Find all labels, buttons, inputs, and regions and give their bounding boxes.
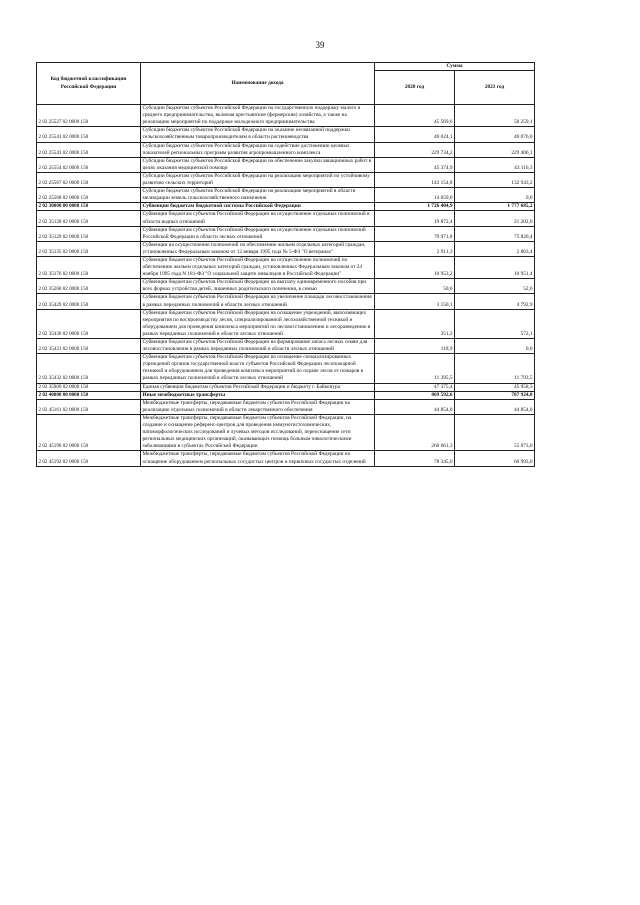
row-code: 2 02 35135 02 0000 150 [37, 241, 141, 256]
row-name: Субвенции бюджетам субъектов Российской Федерации на формирование запаса лесных семян для лесовосстановления в рамках переданных полномочий в области лесных отношений [141, 339, 375, 354]
table-row [37, 294, 535, 309]
row-value-2020: 869 592,6 [375, 391, 455, 399]
row-value-2020: 1 726 404,9 [375, 203, 455, 211]
row-name: Межбюджетные трансферты, передаваемые бюджетам субъектов Российской Федерации на оснащение оборудованием региональных сосудистых центров и первичных сосудистых отделений [141, 451, 375, 466]
header-year-2020: 2020 год [375, 71, 455, 105]
table-row [37, 399, 535, 414]
row-value-2020: 50,6 [375, 279, 455, 294]
row-value-2020: 351,2 [375, 309, 455, 338]
row-value-2020: 19 872,4 [375, 211, 455, 226]
row-value-2020: 118,9 [375, 339, 455, 354]
row-name: Субсидии бюджетам субъектов Российской Федерации на реализацию мероприятий по устойчивому развитию сельских территорий [141, 172, 375, 187]
row-name: Субвенции бюджетам субъектов Российской Федерации на осуществление отдельных полномочий Российской Федерации в области лесных отношений [141, 226, 375, 241]
row-value-2021: 43 116,3 [455, 157, 535, 172]
row-name: Межбюджетные трансферты, передаваемые бюджетам субъектов Российской Федерации, на создание и оснащение референс-центров для проведения иммуногистохимических, патоморфологических исследований и лучевых методов исследований, переоснащение сети региональных медицинских организаций, оказывающих помощь больным онкологическими заболеваниями в субъектах Российской Федерации [141, 414, 375, 450]
row-value-2020: 44 854,0 [375, 399, 455, 414]
row-value-2020: 260 661,3 [375, 414, 455, 450]
row-code: 2 02 45190 02 0000 150 [37, 414, 141, 450]
row-code: 2 02 35429 02 0000 150 [37, 294, 141, 309]
row-code: 2 02 30000 00 0000 150 [37, 203, 141, 211]
row-value-2020: 229 734,2 [375, 142, 455, 157]
row-value-2021: 40 076,0 [455, 127, 535, 142]
table-row [37, 211, 535, 226]
row-value-2021: 572,1 [455, 309, 535, 338]
table-row [37, 157, 535, 172]
row-code: 2 02 45192 02 0000 150 [37, 451, 141, 466]
table-row [37, 241, 535, 256]
table-row [37, 383, 535, 391]
row-value-2021: 21 202,0 [455, 211, 535, 226]
row-value-2020: 79 971,8 [375, 226, 455, 241]
table-row [37, 339, 535, 354]
row-code: 2 02 25568 02 0000 150 [37, 188, 141, 203]
table-row [37, 451, 535, 466]
row-value-2021: 50 259,1 [455, 105, 535, 127]
row-value-2020: 14 059,0 [375, 188, 455, 203]
row-code: 2 02 35430 02 0000 150 [37, 309, 141, 338]
row-value-2021: 787 924,8 [455, 391, 535, 399]
header-name: Наименование дохода [141, 63, 375, 105]
row-value-2020: 40 024,1 [375, 127, 455, 142]
row-value-2020: 78 345,0 [375, 451, 455, 466]
row-name: Межбюджетные трансферты, передаваемые бюджетам субъектов Российской Федерации на реализацию отдельных полномочий в области лекарственного обеспечения [141, 399, 375, 414]
row-value-2021: 75 820,4 [455, 226, 535, 241]
row-name: Субсидии бюджетам субъектов Российской Федерации на государственную поддержку малого и среднего предпринимательства, включая крестьянские (фермерские) хозяйства, а также на реализацию мероприятий по поддержке молодежного предпринимательства [141, 105, 375, 127]
row-code: 2 02 40000 00 0000 150 [37, 391, 141, 399]
row-code: 2 02 35900 02 0000 150 [37, 383, 141, 391]
header-year-2021: 2021 год [455, 71, 535, 105]
row-name: Субсидии бюджетам субъектов Российской Федерации на реализацию мероприятий в области мелиорации земель сельскохозяйственного назначения [141, 188, 375, 203]
row-name: Субвенции бюджетам бюджетной системы Российской Федерации [141, 203, 375, 211]
row-code: 2 02 25527 02 0000 150 [37, 105, 141, 127]
row-value-2020: 143 154,8 [375, 172, 455, 187]
table-row [37, 203, 535, 211]
row-code: 2 02 35431 02 0000 150 [37, 339, 141, 354]
row-value-2020: 2 911,3 [375, 241, 455, 256]
row-name: Субвенции на осуществление полномочий по обеспечению жильем отдельных категорий граждан, установленных Федеральным законом от 12 января 1995 года № 5-ФЗ "О ветеранах" [141, 241, 375, 256]
row-value-2021: 11 793,5 [455, 354, 535, 383]
table-row [37, 279, 535, 294]
table-row [37, 226, 535, 241]
row-value-2021: 45 958,3 [455, 383, 535, 391]
row-value-2021: 52,6 [455, 279, 535, 294]
row-value-2020: 11 395,5 [375, 354, 455, 383]
row-value-2021: 2 863,4 [455, 241, 535, 256]
row-name: Субвенции бюджетам субъектов Российской Федерации на оснащение учреждений, выполняющих мероприятия по воспроизводству лесов, специализированной лесохозяйственной техникой и оборудованием для проведения комплекса мероприятий по лесовосстановлению и лесоразведению в рамках переданных полномочий в области лесных отношений [141, 309, 375, 338]
row-code: 2 02 25543 02 0000 150 [37, 142, 141, 157]
row-name: Субвенции бюджетам субъектов Российской Федерации на увеличение площади лесовосстановления в рамках переданных полномочий в области лесных отношений [141, 294, 375, 309]
row-value-2021: 0,0 [455, 339, 535, 354]
table-row [37, 309, 535, 338]
row-code: 2 02 35260 02 0000 150 [37, 279, 141, 294]
income-table [36, 62, 535, 467]
table-row [37, 414, 535, 450]
row-code: 2 02 25541 02 0000 150 [37, 127, 141, 142]
row-value-2021: 132 943,2 [455, 172, 535, 187]
row-value-2020: 10 953,2 [375, 256, 455, 278]
page-number: 39 [315, 40, 325, 50]
row-name: Субвенции бюджетам субъектов Российской Федерации на оснащение специализированных учреждений органов государственной власти субъектов Российской Федерации лесопожарной техникой и оборудованием для проведения комплекса мероприятий по охране лесов от пожаров в рамках переданных полномочий в области лесных отношений [141, 354, 375, 383]
header-sum: Сумма [375, 63, 535, 71]
row-name: Субсидии бюджетам субъектов Российской Федерации на содействие достижению целевых показателей региональных программ развития агропромышленного комплекса [141, 142, 375, 157]
row-value-2021: 55 073,0 [455, 414, 535, 450]
row-code: 2 02 45161 02 0000 150 [37, 399, 141, 414]
row-value-2021: 4 792,9 [455, 294, 535, 309]
row-value-2021: 44 854,0 [455, 399, 535, 414]
row-code: 2 02 35432 02 0000 150 [37, 354, 141, 383]
row-name: Субсидии бюджетам субъектов Российской Федерации на оказание несвязанной поддержки сельскохозяйственным товаропроизводителям в области растениеводства [141, 127, 375, 142]
row-value-2021: 1 777 685,2 [455, 203, 535, 211]
row-value-2021: 10 951,4 [455, 256, 535, 278]
table-row [37, 105, 535, 127]
row-code: 2 02 35128 02 0000 150 [37, 211, 141, 226]
row-name: Единая субвенция бюджетам субъектов Российской Федерации и бюджету г. Байконура [141, 383, 375, 391]
table-row [37, 391, 535, 399]
table-row [37, 354, 535, 383]
row-code: 2 02 35129 02 0000 150 [37, 226, 141, 241]
row-code: 2 02 25567 02 0000 150 [37, 172, 141, 187]
row-name: Субвенции бюджетам субъектов Российской Федерации на осуществление отдельных полномочий в области водных отношений [141, 211, 375, 226]
row-code: 2 02 35176 02 0000 150 [37, 256, 141, 278]
row-value-2021: 229 406,1 [455, 142, 535, 157]
row-name: Субвенции бюджетам субъектов Российской Федерации на выплату единовременного пособия при всех формах устройства детей, лишенных родительского попечения, в семью [141, 279, 375, 294]
table-row [37, 142, 535, 157]
row-value-2020: 47 375,4 [375, 383, 455, 391]
table-row [37, 188, 535, 203]
row-name: Иные межбюджетные трансферты [141, 391, 375, 399]
table-row [37, 256, 535, 278]
row-value-2021: 0,0 [455, 188, 535, 203]
row-value-2020: 45 569,6 [375, 105, 455, 127]
row-value-2020: 3 150,1 [375, 294, 455, 309]
row-code: 2 02 25554 02 0000 150 [37, 157, 141, 172]
row-name: Субсидии бюджетам субъектов Российской Федерации на обеспечение закупки авиационных работ в целях оказания медицинской помощи [141, 157, 375, 172]
row-name: Субвенции бюджетам субъектов Российской Федерации на осуществление полномочий по обеспечению жильем отдельных категорий граждан, установленных Федеральным законом от 24 ноября 1995 года N 181-ФЗ "О социальной защите инвалидов в Российской Федерации" [141, 256, 375, 278]
row-value-2020: 45 374,9 [375, 157, 455, 172]
header-code: Код бюджетной классификации Российской Федерации [37, 63, 141, 105]
table-row [37, 172, 535, 187]
table-row [37, 127, 535, 142]
row-value-2021: 60 993,0 [455, 451, 535, 466]
